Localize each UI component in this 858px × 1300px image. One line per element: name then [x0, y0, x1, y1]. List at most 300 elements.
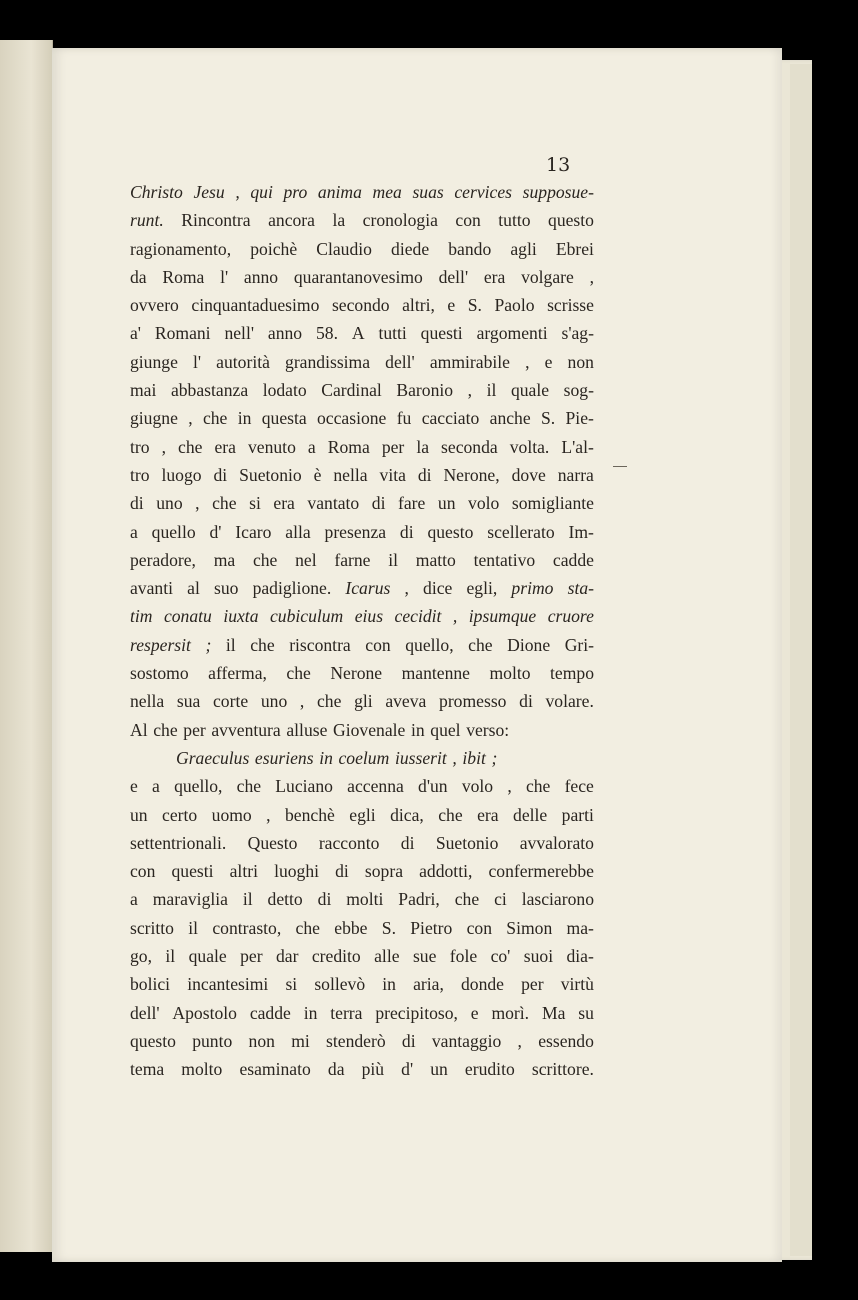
text-word: venuto [247, 436, 296, 457]
text-word: un [130, 804, 148, 825]
text-word: vantaggio [431, 1030, 502, 1051]
text-word: in [237, 408, 252, 429]
text-word: uno [260, 691, 288, 712]
text-word: quale [188, 946, 227, 967]
text-word: conatu [163, 606, 212, 627]
text-word: addotti, [419, 861, 473, 882]
text-word: d' [401, 1059, 414, 1080]
text-word: , [525, 351, 530, 372]
text-word: quarantanovesimo [293, 266, 423, 287]
text-word: nel [295, 549, 317, 570]
text-word: questo [427, 521, 474, 542]
text-line [130, 291, 594, 319]
text-word: confermerebbe [488, 861, 594, 882]
text-word: incantesimi [187, 974, 269, 995]
text-word: , [452, 606, 458, 627]
text-word: sog- [563, 380, 594, 401]
text-word: ma- [566, 917, 594, 938]
text-word: tutti [378, 323, 407, 344]
text-line [130, 970, 594, 998]
text-word: Ma [541, 1002, 566, 1023]
text-word: dove [511, 464, 546, 485]
text-word: Roma [162, 266, 205, 287]
text-word: Icarus [345, 578, 391, 599]
text-word: e [470, 1002, 479, 1023]
text-word: Questo [247, 832, 298, 853]
text-word: supposue- [522, 182, 594, 202]
text-word: delle [513, 804, 548, 825]
text-word: fare [398, 493, 426, 514]
text-word: in [382, 974, 396, 995]
text-word: Giovenale [333, 719, 406, 740]
text-word: sollevò [314, 974, 366, 995]
text-word: respersit [130, 634, 191, 655]
text-word: a [130, 889, 138, 910]
text-word: precipitoso, [375, 1002, 458, 1023]
text-word: il [188, 917, 199, 938]
text-word: maraviglia [152, 889, 228, 910]
text-word: cronologia [362, 210, 438, 231]
text-word: corte [213, 691, 249, 712]
text-word: scrisse [547, 295, 594, 316]
text-word: questi [171, 861, 214, 882]
text-line [130, 659, 594, 687]
text-line [130, 206, 594, 234]
text-word: non [248, 1030, 275, 1051]
text-word: fu [396, 408, 412, 429]
text-word: che [212, 493, 237, 514]
text-word: uomo [211, 804, 252, 825]
text-line [130, 1027, 594, 1055]
text-word: d'un [418, 776, 448, 797]
text-word: suoi [523, 946, 554, 967]
text-word: con [365, 634, 391, 655]
text-word: in [410, 719, 425, 740]
text-word: somigliante [511, 493, 594, 514]
text-word: da [130, 266, 147, 287]
text-word: quello, [174, 776, 223, 797]
text-word: dice [423, 578, 453, 599]
text-word: abbastanza [170, 380, 249, 401]
text-line [130, 999, 594, 1027]
text-word: per [240, 946, 263, 967]
text-word: cruore [547, 606, 594, 627]
text-word: anima [317, 182, 362, 202]
text-word: suo [213, 578, 239, 599]
text-word: che [468, 634, 493, 655]
text-word: Baronio [396, 380, 454, 401]
text-word: quale [510, 380, 550, 401]
text-line [130, 461, 594, 489]
text-word: pro [283, 182, 308, 202]
text-word: s'ag- [561, 323, 594, 344]
text-line [130, 914, 594, 942]
text-word: molto [181, 1059, 223, 1080]
text-word: Im- [568, 521, 594, 542]
text-word: di [401, 1030, 416, 1051]
text-word: che [178, 436, 203, 457]
page-number: 13 [546, 154, 571, 176]
text-word: ; [205, 634, 212, 655]
page-stack-edge-outer [790, 64, 812, 1256]
text-word: e [544, 351, 553, 372]
text-word: iuxta [223, 606, 259, 627]
text-word: alle [374, 946, 400, 967]
text-word: ovvero [130, 295, 179, 316]
text-word: S. [381, 917, 396, 938]
text-word: per [381, 436, 405, 457]
text-word: scellerato [487, 521, 555, 542]
text-word: aveva [385, 691, 427, 712]
text-word: 58. [315, 323, 338, 344]
text-word: virtù [560, 974, 594, 995]
text-word: scrittore. [531, 1059, 594, 1080]
text-word: la [332, 210, 346, 231]
text-word: a [152, 776, 160, 797]
text-line [130, 235, 594, 263]
text-word: Suetonio [239, 464, 302, 485]
text-word: il [225, 634, 236, 655]
text-word: ragionamento, [130, 238, 232, 259]
text-word: presenza [324, 521, 387, 542]
text-word: di [335, 861, 349, 882]
text-word: un [430, 1059, 448, 1080]
text-word: qui [250, 182, 273, 202]
text-word: vita [379, 464, 406, 485]
text-word: Dione [507, 634, 551, 655]
text-word: fece [564, 776, 594, 797]
text-line [130, 178, 594, 206]
text-word: ma [213, 549, 236, 570]
text-line [130, 942, 594, 970]
text-word: altri [229, 861, 258, 882]
text-word: di [417, 464, 432, 485]
text-word: dia- [566, 946, 594, 967]
text-line [130, 574, 594, 602]
text-word: A [351, 323, 365, 344]
text-word: per [521, 974, 544, 995]
text-word: , [589, 266, 594, 287]
text-word: vantato [307, 493, 360, 514]
text-word: diede [391, 238, 430, 259]
text-word: cacciato [421, 408, 480, 429]
text-word: Graeculus [176, 747, 250, 768]
text-word: che [295, 917, 320, 938]
text-word: alluse [286, 719, 328, 740]
text-word: Apostolo [172, 1002, 237, 1023]
text-word: era [483, 266, 506, 287]
text-word: di [399, 521, 414, 542]
text-word: ci [494, 889, 507, 910]
text-word: volare. [545, 691, 594, 712]
text-word: che [438, 804, 463, 825]
text-word: ammirabile [429, 351, 510, 372]
text-word: padiglione. [252, 578, 332, 599]
text-word: d' [209, 521, 222, 542]
text-word: anche [489, 408, 531, 429]
text-word: al [187, 578, 200, 599]
text-line [130, 348, 594, 376]
text-word: riscontra [289, 634, 351, 655]
text-word: di [213, 464, 228, 485]
text-word: promesso [439, 691, 507, 712]
text-line [130, 772, 594, 800]
text-word: , [235, 182, 240, 202]
text-word: alla [285, 521, 311, 542]
text-word: Paolo [494, 295, 535, 316]
text-word: fole [449, 946, 478, 967]
text-word: , [404, 578, 409, 599]
text-word: certo [162, 804, 198, 825]
text-word: l' [220, 266, 229, 287]
text-word: cinquantaduesimo [191, 295, 320, 316]
text-line [130, 319, 594, 347]
text-word: con [466, 917, 492, 938]
text-word: , [195, 493, 200, 514]
text-word: e [130, 776, 138, 797]
text-word: sua [176, 691, 201, 712]
text-word: uno [156, 493, 183, 514]
text-word: sostomo [130, 663, 189, 684]
text-line [130, 404, 594, 432]
text-word: il [486, 380, 497, 401]
text-word: gli [354, 691, 373, 712]
text-word: parti [561, 804, 594, 825]
text-word: contrasto, [212, 917, 282, 938]
text-word: dell' [130, 1002, 160, 1023]
text-word: più [361, 1059, 385, 1080]
text-word: molto [489, 663, 531, 684]
text-word: , [299, 691, 305, 712]
text-word: iusserit [394, 747, 447, 768]
text-word: luogo [161, 464, 202, 485]
text-word: di [519, 691, 533, 712]
text-word: , [507, 776, 512, 797]
text-word: tutto [498, 210, 531, 231]
text-word: che [250, 634, 275, 655]
text-word: di [130, 493, 144, 514]
text-word: stenderò [326, 1030, 386, 1051]
text-word: esuriens [254, 747, 314, 768]
text-word: , [161, 436, 166, 457]
text-word: poichè [250, 238, 298, 259]
text-line [130, 489, 594, 517]
text-word: occasione [317, 408, 387, 429]
text-word: quel [430, 719, 461, 740]
text-word: con [130, 861, 156, 882]
text-word: sta- [567, 578, 594, 599]
text-word: si [285, 974, 298, 995]
text-word: essendo [538, 1030, 594, 1051]
text-word: cadde [552, 549, 594, 570]
text-word: un [437, 493, 456, 514]
text-word: grandissima [285, 351, 371, 372]
text-line [130, 546, 594, 574]
text-word: non [567, 351, 594, 372]
text-word: egli, [466, 578, 498, 599]
text-line [130, 263, 594, 291]
text-word: che [286, 663, 311, 684]
text-word: ipsumque [468, 606, 537, 627]
text-word: il [388, 549, 399, 570]
text-word: dar [275, 946, 299, 967]
text-word: , [188, 408, 193, 429]
text-word: cubiculum [269, 606, 344, 627]
text-line [130, 687, 594, 715]
text-word: nella [333, 464, 368, 485]
text-line [130, 885, 594, 913]
text-word: Claudio [316, 238, 372, 259]
body-text [130, 178, 594, 1084]
text-word: dell' [438, 266, 469, 287]
text-word: egli [349, 804, 376, 825]
text-word: questo [130, 1030, 176, 1051]
text-word: punto [192, 1030, 233, 1051]
text-line [130, 433, 594, 461]
text-word: su [578, 1002, 594, 1023]
text-word: Christo [130, 182, 183, 202]
text-word: in [319, 747, 333, 768]
text-word: giugne [130, 408, 178, 429]
text-word: volo [461, 776, 494, 797]
text-word: bolici [130, 974, 171, 995]
text-word: di [371, 493, 386, 514]
text-word: cervices [454, 182, 512, 202]
text-word: che [525, 776, 551, 797]
text-word: accenna [347, 776, 404, 797]
text-word: erudito [464, 1059, 515, 1080]
text-word: il [242, 889, 253, 910]
text-word: ancora [268, 210, 315, 231]
text-word: quello [151, 521, 196, 542]
text-word: Luciano [275, 776, 333, 797]
text-word: mi [291, 1030, 310, 1051]
text-word: avvalorato [519, 832, 594, 853]
text-word: Padri, [398, 889, 440, 910]
text-word: primo [511, 578, 554, 599]
text-word: quello, [405, 634, 454, 655]
text-word: co' [490, 946, 511, 967]
text-line [130, 801, 594, 829]
text-word: , [266, 804, 271, 825]
text-word: volo [468, 493, 500, 514]
text-word: a' [130, 323, 141, 344]
text-word: è [313, 464, 322, 485]
text-word: Cardinal [321, 380, 382, 401]
text-word: nell' [224, 323, 255, 344]
text-word: si [249, 493, 261, 514]
text-word: afferma, [208, 663, 267, 684]
text-line [130, 631, 594, 659]
text-word: cadde [249, 1002, 291, 1023]
text-word: bando [448, 238, 492, 259]
text-word: donde [460, 974, 504, 995]
text-word: a [307, 436, 316, 457]
text-word: tro [130, 464, 150, 485]
text-word: il [165, 946, 176, 967]
text-word: che [252, 549, 278, 570]
text-word: e [447, 295, 456, 316]
text-word: ebbe [334, 917, 368, 938]
text-word: l' [193, 351, 202, 372]
text-word: era [477, 804, 499, 825]
text-word: sopra [364, 861, 404, 882]
text-word: , [517, 1030, 522, 1051]
text-word: Al [130, 719, 148, 740]
text-word: a [130, 521, 138, 542]
text-word: giunge [130, 351, 178, 372]
text-word: nella [130, 691, 165, 712]
text-word: che [316, 691, 342, 712]
text-word: Simon [506, 917, 553, 938]
text-word: mantenne [401, 663, 470, 684]
text-word: narra [557, 464, 594, 485]
text-word: seconda [441, 436, 498, 457]
text-word: racconto [318, 832, 380, 853]
text-word: avanti [130, 578, 173, 599]
text-word: volta. [509, 436, 550, 457]
text-word: volgare [521, 266, 574, 287]
text-word: era [214, 436, 236, 457]
text-word: , [452, 747, 457, 768]
text-line [130, 744, 594, 772]
text-line [130, 716, 594, 744]
text-word: mai [130, 380, 157, 401]
text-word: Nerone [330, 663, 383, 684]
text-word: questi [420, 323, 463, 344]
text-word: da [327, 1059, 345, 1080]
text-word: suas [412, 182, 444, 202]
text-word: la [416, 436, 430, 457]
text-word: per [183, 719, 206, 740]
text-word: peradore, [130, 549, 196, 570]
text-word: Icaro [235, 521, 272, 542]
text-word: dica, [390, 804, 424, 825]
text-line [130, 1055, 594, 1083]
text-word: S. [467, 295, 482, 316]
text-word: che [454, 889, 480, 910]
text-word: Suetonio [435, 832, 499, 853]
text-word: era [273, 493, 295, 514]
text-word: tentativo [473, 549, 536, 570]
text-word: dell' [385, 351, 415, 372]
text-line [130, 829, 594, 857]
text-word: questa [261, 408, 307, 429]
text-word: luoghi [274, 861, 320, 882]
text-word: ; [491, 747, 498, 768]
text-word: Pietro [410, 917, 453, 938]
text-word: Jesu [193, 182, 225, 202]
text-word: Pie- [565, 408, 594, 429]
text-word: tim [130, 606, 153, 627]
text-word: che [153, 719, 178, 740]
text-word: mea [372, 182, 402, 202]
text-word: aria, [413, 974, 444, 995]
text-word: terra [330, 1002, 363, 1023]
text-word: L'al- [561, 436, 594, 457]
text-word: Romani [154, 323, 211, 344]
text-word: verso: [466, 719, 510, 740]
text-word: eius [354, 606, 384, 627]
text-word: sue [412, 946, 437, 967]
text-word: ibit [462, 747, 486, 768]
text-word: con [455, 210, 481, 231]
text-word: farne [334, 549, 371, 570]
text-word: di [400, 832, 415, 853]
text-word: tempo [550, 663, 594, 684]
text-word: scritto [130, 917, 174, 938]
text-line [130, 602, 594, 630]
